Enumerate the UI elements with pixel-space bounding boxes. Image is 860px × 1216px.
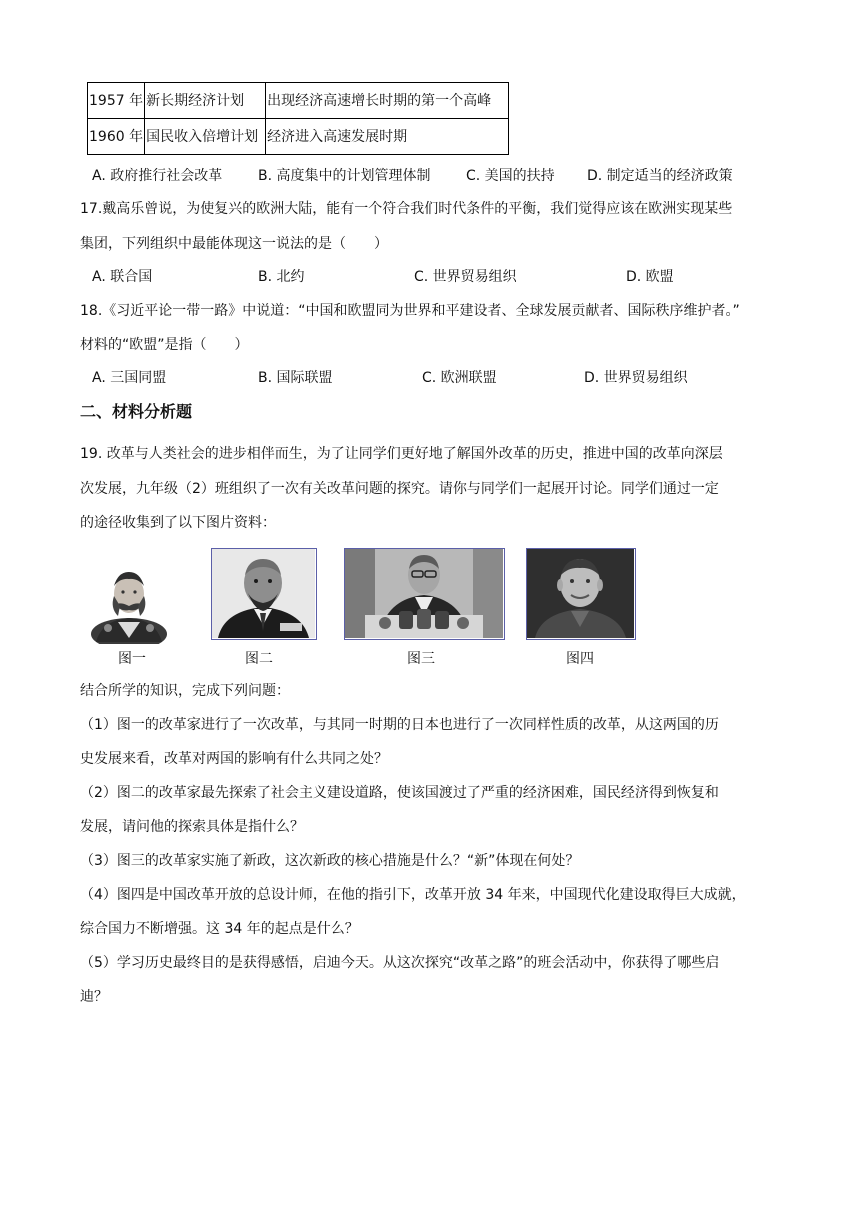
q18-option-b: B. 国际联盟	[258, 370, 333, 386]
q19-stem-line2: 次发展，九年级（2）班组织了一次有关改革问题的探究。请你与同学们一起展开讨论。同学们通过一定	[80, 481, 719, 497]
sub-question-2-line2: 发展，请问他的探索具体是指什么？	[80, 819, 304, 835]
q16-option-b: B. 高度集中的计划管理体制	[258, 168, 431, 184]
table-cell-effect: 经济进入高速发展时期	[266, 119, 509, 155]
q18-option-c: C. 欧洲联盟	[422, 370, 497, 386]
figure-1-caption: 图一	[118, 651, 146, 667]
q18-stem-line2: 材料的“欧盟”是指（ ）	[80, 337, 249, 353]
sub-question-2-line1: （2）图二的改革家最先探索了社会主义建设道路，使该国渡过了严重的经济困难，国民经济得到恢复和	[80, 785, 719, 801]
table-cell-plan: 新长期经济计划	[145, 83, 266, 119]
sub-question-1-line2: 史发展来看，改革对两国的影响有什么共同之处？	[80, 751, 388, 767]
figure-4-portrait-icon	[526, 548, 636, 640]
table-row	[88, 119, 509, 155]
q19-stem-line1: 19. 改革与人类社会的进步相伴而生，为了让同学们更好地了解国外改革的历史，推进中国的改革向深层	[80, 446, 723, 462]
figure-3-caption: 图三	[407, 651, 435, 667]
figure-1-portrait-icon	[88, 562, 170, 644]
sub-question-1-line1: （1）图一的改革家进行了一次改革，与其同一时期的日本也进行了一次同样性质的改革，从这两国的历	[80, 717, 719, 733]
table-cell-year: 1957 年	[88, 83, 145, 119]
q17-stem-line2: 集团，下列组织中最能体现这一说法的是（ ）	[80, 236, 388, 252]
q16-option-c: C. 美国的扶持	[466, 168, 555, 184]
table-cell-plan: 国民收入倍增计划	[145, 119, 266, 155]
q17-option-b: B. 北约	[258, 269, 305, 285]
q17-stem-line1: 17.戴高乐曾说，为使复兴的欧洲大陆，能有一个符合我们时代条件的平衡，我们觉得应该在欧洲实现某些	[80, 201, 733, 217]
q17-option-d: D. 欧盟	[626, 269, 674, 285]
q16-option-a: A. 政府推行社会改革	[92, 168, 223, 184]
q18-option-d: D. 世界贸易组织	[584, 370, 688, 386]
figure-2-caption: 图二	[245, 651, 273, 667]
sub-question-4-line2: 综合国力不断增强。这 34 年的起点是什么？	[80, 921, 359, 937]
figure-4-caption: 图四	[566, 651, 594, 667]
figure-2-portrait-icon	[211, 548, 317, 640]
q17-option-a: A. 联合国	[92, 269, 153, 285]
instructions: 结合所学的知识，完成下列问题：	[80, 683, 290, 699]
sub-question-5-line2: 迪？	[80, 989, 108, 1005]
q17-option-c: C. 世界贸易组织	[414, 269, 517, 285]
table-cell-effect: 出现经济高速增长时期的第一个高峰	[266, 83, 509, 119]
figure-3-photo-icon	[344, 548, 505, 640]
sub-question-5-line1: （5）学习历史最终目的是获得感悟，启迪今天。从这次探究“改革之路”的班会活动中，你获得了哪些启	[80, 955, 720, 971]
section-title: 二、材料分析题	[80, 402, 193, 421]
q18-stem-line1: 18.《习近平论一带一路》中说道：“中国和欧盟同为世界和平建设者、全球发展贡献者、国际秩序维护者。”	[80, 303, 740, 319]
q19-stem-line3: 的途径收集到了以下图片资料：	[80, 515, 276, 531]
q18-option-a: A. 三国同盟	[92, 370, 167, 386]
sub-question-3-line1: （3）图三的改革家实施了新政，这次新政的核心措施是什么？“新”体现在何处？	[80, 853, 580, 869]
q16-option-d: D. 制定适当的经济政策	[587, 168, 733, 184]
table-row	[88, 83, 509, 119]
japan-economy-table	[87, 82, 509, 155]
sub-question-4-line1: （4）图四是中国改革开放的总设计师，在他的指引下，改革开放 34 年来，中国现代化建设取得巨大成就，	[80, 887, 746, 903]
table-cell-year: 1960 年	[88, 119, 145, 155]
